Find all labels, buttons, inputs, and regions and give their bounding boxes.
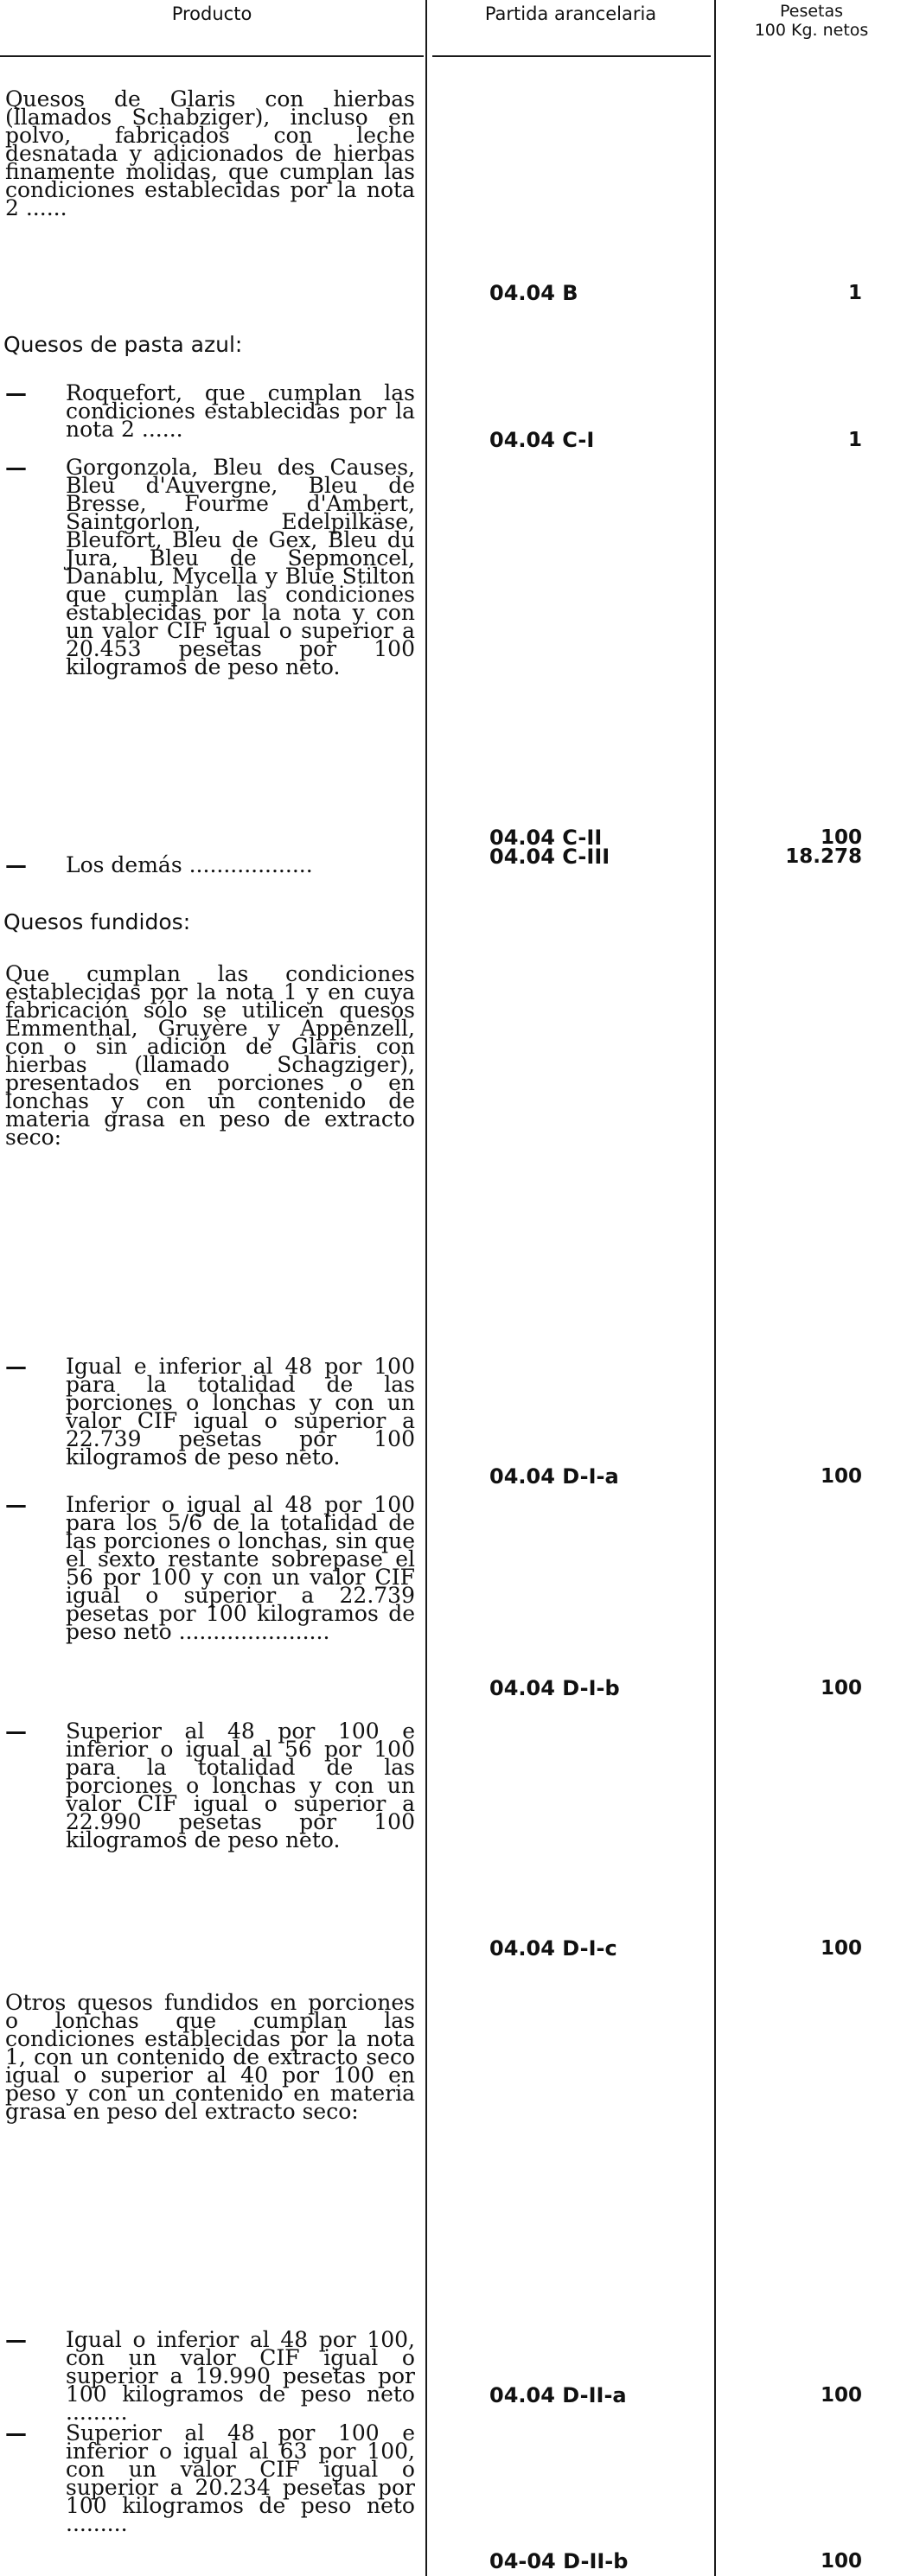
bullet-dash: — (5, 1492, 27, 1517)
entry-diia-price: 100 (820, 2384, 862, 2407)
entry-dia-code: 04.04 D-I-a (489, 1464, 619, 1489)
entry-demas-text: Los demás .................. (66, 852, 313, 877)
entry-dic-text: Superior al 48 por 100 e inferior o igual al 56 por 100 para la totalidad de las porciones o lonchas y con un valor CIF igual o superior a 22.990 pesetas por 100 kilogramos de peso neto. (66, 1718, 422, 1852)
section-heading-pasta-azul: Quesos de pasta azul: (3, 332, 243, 357)
entry-dic-code: 04.04 D-I-c (489, 1936, 617, 1961)
entry-roquefort-code: 04.04 C-I (489, 428, 595, 452)
header-kg-netos: 100 Kg. netos (754, 21, 869, 40)
header-partida: Partida arancelaria (484, 3, 657, 24)
bullet-dash: — (5, 852, 27, 877)
entry-roquefort-price: 1 (847, 429, 862, 451)
header-rule-mid (432, 55, 711, 57)
entry-dic-price: 100 (820, 1937, 862, 1960)
header-rule-left (0, 55, 424, 57)
bullet-dash: — (5, 455, 27, 480)
bullet-dash: — (5, 2327, 27, 2352)
column-divider-2 (714, 0, 716, 2576)
entry-fundidos-intro: Que cumplan las condiciones establecidas por la nota 1 y en cuya fabricación sólo se utilicen quesos Emmenthal, Gruyère y Appenzell, con o sin adición de Glaris con hierbas (llamado Schagziger), presentados en porciones o en lonchas y con un contenido de materia grasa en peso de extracto seco: (5, 961, 422, 1150)
entry-roquefort-text: Roquefort, que cumplan las condiciones establecidas por la nota 2 ...... (66, 380, 422, 442)
entry-demas-code: 04.04 C-III (489, 845, 610, 869)
entry-gorgonzola-price: 100 (820, 826, 862, 849)
entry-diib-price: 100 (820, 2550, 862, 2573)
entry-diib-text: Superior al 48 por 100 e inferior o igual al 63 por 100, con un valor CIF igual o superior a 20.234 pesetas por 100 kilogramos de peso neto ......... (66, 2420, 422, 2536)
entry-diia-code: 04.04 D-II-a (489, 2383, 627, 2407)
entry-glaris-price: 1 (847, 282, 862, 304)
bullet-dash: — (5, 1718, 27, 1744)
entry-dib-text: Inferior o igual al 48 por 100 para los 5/6 de la totalidad de las porciones o lonchas, sin que el sexto restante sobrepase el 56 por 100 y con un valor CIF igual o superior a 22.739 pesetas por 100 kilogramos de peso neto ...................... (66, 1492, 422, 1644)
entry-dib-code: 04.04 D-I-b (489, 1676, 620, 1700)
bullet-dash: — (5, 1354, 27, 1379)
column-divider-1 (425, 0, 427, 2576)
entry-diib-code: 04-04 D-II-b (489, 2549, 629, 2573)
entry-dia-text: Igual e inferior al 48 por 100 para la totalidad de las porciones o lonchas y con un valor CIF igual o superior a 22.739 pesetas por 100 kilogramos de peso neto. (66, 1354, 422, 1470)
entry-gorgonzola-code: 04.04 C-II (489, 826, 603, 850)
entry-otros-intro: Otros quesos fundidos en porciones o lonchas que cumplan las condiciones establecidas por la nota 1, con un contenido de extracto seco igual o superior al 40 por 100 en peso y con un contenido en materia grasa en peso del extracto seco: (5, 1990, 422, 2124)
header-producto: Producto (171, 3, 252, 24)
bullet-dash: — (5, 380, 27, 405)
header-pesetas: Pesetas (779, 2, 844, 21)
entry-diia-text: Igual o inferior al 48 por 100, con un valor CIF igual o superior a 19.990 pesetas por 100 kilogramos de peso neto ......... (66, 2327, 422, 2425)
entry-dia-price: 100 (820, 1465, 862, 1488)
entry-glaris-code: 04.04 B (489, 281, 578, 305)
entry-demas-price: 18.278 (785, 845, 862, 868)
entry-gorgonzola-text: Gorgonzola, Bleu des Causes, Bleu d'Auvergne, Bleu de Bresse, Fourme d'Ambert, Saintgorlon, Edelpilkäse, Bleufort, Bleu de Gex, Bleu du Jura, Bleu de Sepmoncel, Danablu, Mycella y Blue Stilton que cumplan las condiciones establecidas por la nota y con un valor CIF igual o superior a 20.453 pesetas por 100 kilogramos de peso neto. (66, 455, 422, 679)
entry-dib-price: 100 (820, 1677, 862, 1699)
section-heading-fundidos: Quesos fundidos: (3, 909, 191, 934)
bullet-dash: — (5, 2420, 27, 2445)
entry-glaris-text: Quesos de Glaris con hierbas (llamados Schabziger), incluso en polvo, fabricados con leche desnatada y adicionados de hierbas finamente molidas, que cumplan las condiciones establecidas por la nota 2 ...... (5, 86, 422, 220)
